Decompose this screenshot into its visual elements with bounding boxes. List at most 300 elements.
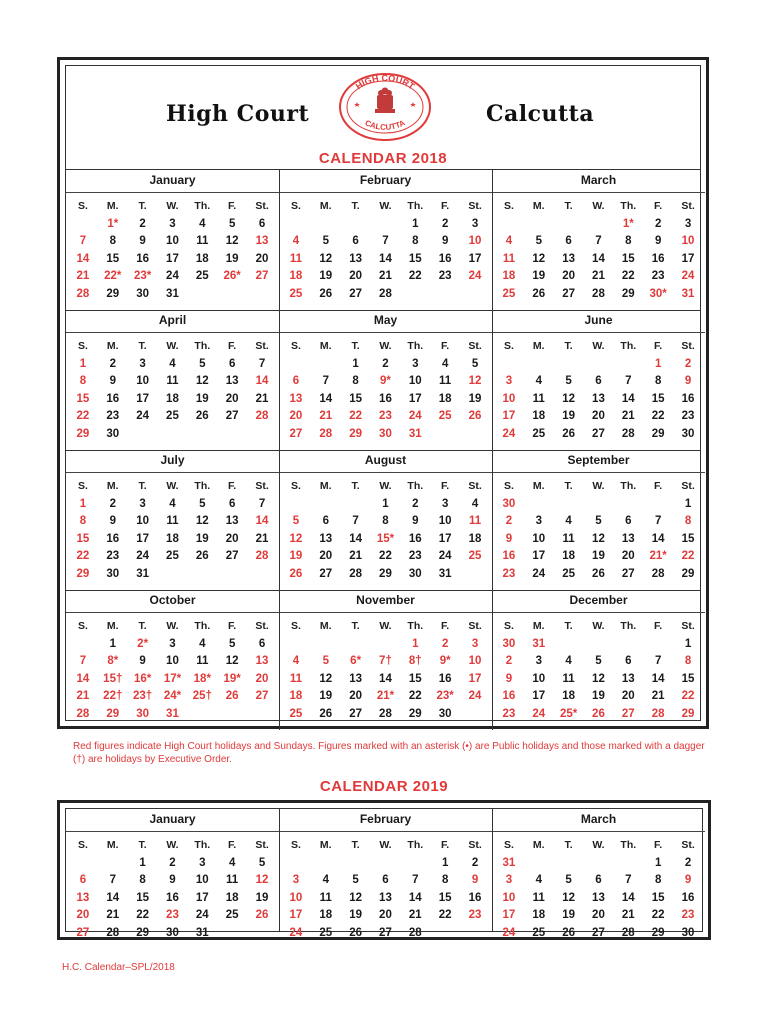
- weekday-header: M.: [532, 839, 545, 851]
- day-cell: 16: [106, 392, 120, 405]
- day-cell: 28: [651, 567, 665, 580]
- month-days-table: [68, 337, 277, 443]
- day-cell: 23*: [436, 690, 454, 703]
- day-cell: 24*: [163, 690, 182, 703]
- day-cell: 23: [468, 909, 482, 922]
- day-cell: 28: [379, 707, 392, 720]
- day-cell: [460, 565, 490, 583]
- day-cell: 5: [595, 655, 602, 668]
- day-cell: 6: [352, 235, 359, 248]
- month-december: [492, 590, 705, 730]
- day-cell: 22: [76, 550, 90, 563]
- day-cell: 5: [228, 637, 236, 650]
- week-row: [281, 390, 490, 408]
- day-cell: 18: [562, 550, 575, 563]
- day-cell: 25: [319, 926, 333, 939]
- day-cell: 1: [412, 217, 419, 230]
- day-cell: [217, 705, 247, 723]
- day-cell: 2: [139, 217, 146, 230]
- day-cell: 5: [228, 217, 236, 230]
- day-cell: 23†: [133, 690, 153, 703]
- day-cell: [584, 355, 614, 373]
- day-cell: [311, 635, 341, 653]
- week-row: [281, 233, 490, 251]
- day-cell: 13: [592, 891, 605, 904]
- day-cell: 31: [166, 287, 179, 300]
- day-cell: 18: [289, 270, 303, 283]
- calendar-2018-grid: [66, 169, 700, 720]
- day-cell: 19: [349, 909, 362, 922]
- day-cell: [584, 635, 614, 653]
- day-cell: [494, 215, 524, 233]
- day-cell: 14: [76, 672, 90, 685]
- day-cell: [371, 635, 401, 653]
- month-name: October: [149, 593, 196, 607]
- day-cell: 12: [532, 252, 546, 265]
- day-cell: [554, 854, 584, 872]
- day-cell: [281, 495, 311, 513]
- weekday-header: T.: [351, 480, 360, 492]
- day-cell: 17: [136, 532, 149, 545]
- day-cell: 15: [136, 891, 149, 904]
- weekday-header: T.: [351, 340, 360, 352]
- day-cell: 16: [438, 672, 452, 685]
- day-cell: 22: [408, 690, 422, 703]
- day-cell: 1*: [622, 217, 634, 230]
- day-cell: [554, 495, 584, 513]
- day-cell: 20: [349, 690, 362, 703]
- day-cell: 25*: [559, 707, 578, 720]
- week-row: [68, 653, 277, 671]
- day-cell: 4: [322, 874, 329, 887]
- day-cell: [281, 635, 311, 653]
- weekday-header: St.: [681, 620, 695, 632]
- day-cell: 14: [379, 672, 392, 685]
- week-row: [281, 548, 490, 566]
- day-cell: [128, 425, 158, 443]
- day-cell: [400, 854, 430, 872]
- day-cell: 11: [562, 532, 575, 545]
- week-row: [68, 373, 277, 391]
- day-cell: 14: [319, 392, 333, 405]
- day-cell: 22: [136, 909, 149, 922]
- day-cell: 1: [352, 357, 359, 370]
- day-cell: [281, 215, 311, 233]
- day-cell: 28: [255, 410, 269, 423]
- day-cell: 13: [225, 515, 239, 528]
- court-name-right: Calcutta: [486, 101, 595, 127]
- weekday-header: T.: [564, 340, 573, 352]
- day-cell: 2: [684, 357, 692, 370]
- day-cell: 6: [595, 874, 602, 887]
- day-cell: 3: [412, 357, 419, 370]
- month-days-table: [281, 617, 490, 723]
- day-cell: 3: [139, 357, 146, 370]
- day-cell: 18: [502, 270, 516, 283]
- day-cell: 21*: [649, 550, 667, 563]
- day-cell: 3: [292, 874, 300, 887]
- day-cell: 26: [592, 707, 605, 720]
- day-cell: 15: [408, 672, 422, 685]
- week-row: [494, 635, 703, 653]
- day-cell: 7†: [379, 655, 392, 668]
- day-cell: 1: [109, 637, 116, 650]
- week-row: [68, 285, 277, 303]
- weekday-header: W.: [592, 620, 605, 632]
- day-cell: 2*: [137, 637, 149, 650]
- day-cell: 1: [441, 856, 449, 869]
- day-cell: 11: [196, 655, 209, 668]
- weekday-header: S.: [503, 340, 514, 352]
- day-cell: [311, 355, 341, 373]
- day-cell: [643, 635, 673, 653]
- day-cell: 15: [681, 672, 695, 685]
- weekday-header: T.: [564, 480, 573, 492]
- day-cell: 2: [505, 515, 513, 528]
- month-name: January: [149, 173, 196, 187]
- day-cell: 21*: [376, 690, 395, 703]
- day-cell: 18: [532, 410, 546, 423]
- month-divider: [492, 192, 705, 193]
- day-cell: 17: [438, 532, 452, 545]
- day-cell: 16: [106, 532, 120, 545]
- day-cell: 17*: [163, 672, 182, 685]
- day-cell: 12: [592, 532, 605, 545]
- day-cell: 29: [76, 427, 90, 440]
- day-cell: 3: [471, 217, 479, 230]
- day-cell: 4: [471, 497, 479, 510]
- month-march: [492, 170, 705, 310]
- day-cell: 25: [289, 287, 303, 300]
- day-cell: [460, 425, 490, 443]
- day-cell: 13: [289, 392, 303, 405]
- day-cell: 21: [76, 690, 90, 703]
- day-cell: 23: [106, 410, 120, 423]
- weekday-header: T.: [564, 839, 573, 851]
- weekday-header: W.: [592, 340, 605, 352]
- day-cell: 22: [379, 550, 392, 563]
- day-cell: 9: [441, 235, 449, 248]
- month-divider: [279, 192, 492, 193]
- day-cell: 8: [109, 235, 116, 248]
- week-row: [68, 355, 277, 373]
- day-cell: 11: [226, 874, 239, 887]
- day-cell: 25: [166, 550, 179, 563]
- row-divider: [66, 310, 700, 311]
- day-cell: 12: [289, 532, 303, 545]
- day-cell: [247, 565, 277, 583]
- weekday-header: Th.: [620, 839, 637, 851]
- day-cell: 27: [621, 707, 635, 720]
- day-cell: 28: [592, 287, 605, 300]
- day-cell: 3: [684, 217, 692, 230]
- day-cell: [187, 565, 217, 583]
- weekday-header: T.: [138, 620, 147, 632]
- day-cell: 22: [681, 690, 695, 703]
- day-cell: 19: [468, 392, 482, 405]
- day-cell: 10: [166, 235, 179, 248]
- calendar-2019-frame: [57, 800, 711, 940]
- day-cell: 9: [654, 235, 662, 248]
- day-cell: 19: [319, 270, 333, 283]
- day-cell: 26: [255, 909, 269, 922]
- day-cell: 30: [681, 427, 695, 440]
- week-row: [494, 653, 703, 671]
- weekday-header: Th.: [194, 480, 211, 492]
- day-cell: 10: [195, 874, 209, 887]
- day-cell: 7: [625, 375, 632, 388]
- day-cell: 18: [319, 909, 333, 922]
- weekday-header: F.: [441, 480, 450, 492]
- day-cell: 8: [412, 235, 419, 248]
- week-row: [494, 854, 703, 872]
- day-cell: 25: [502, 287, 516, 300]
- month-june: [492, 310, 705, 450]
- day-cell: 2: [471, 856, 479, 869]
- day-cell: 15*: [376, 532, 395, 545]
- week-row: [281, 889, 490, 907]
- day-cell: [494, 355, 524, 373]
- day-cell: 11: [289, 672, 302, 685]
- day-cell: 17: [681, 252, 695, 265]
- day-cell: [217, 285, 247, 303]
- day-cell: 9: [139, 235, 146, 248]
- day-cell: 21: [255, 392, 269, 405]
- day-cell: [430, 425, 460, 443]
- day-cell: 28: [76, 707, 90, 720]
- column-divider: [492, 809, 493, 931]
- weekday-header: M.: [532, 340, 545, 352]
- weekday-header: F.: [654, 340, 663, 352]
- week-row: [494, 250, 703, 268]
- week-row: [68, 548, 277, 566]
- day-cell: 18: [438, 392, 452, 405]
- day-cell: 18: [532, 909, 546, 922]
- day-cell: 12: [195, 375, 209, 388]
- day-cell: 20: [289, 410, 303, 423]
- month-name: August: [364, 453, 407, 467]
- day-cell: [524, 495, 554, 513]
- day-cell: 16*: [133, 672, 152, 685]
- day-cell: 23: [681, 909, 695, 922]
- month-divider: [279, 472, 492, 473]
- day-cell: 3: [139, 497, 146, 510]
- month-divider: [66, 612, 279, 613]
- day-cell: 4: [565, 655, 572, 668]
- day-cell: 14: [349, 532, 362, 545]
- day-cell: 6: [322, 515, 329, 528]
- day-cell: 16: [502, 690, 516, 703]
- day-cell: 4: [292, 235, 300, 248]
- day-cell: 15: [651, 392, 665, 405]
- day-cell: [217, 425, 247, 443]
- day-cell: 9: [505, 532, 513, 545]
- day-cell: 22: [438, 909, 452, 922]
- month-divider: [279, 831, 492, 832]
- day-cell: 21: [349, 550, 362, 563]
- day-cell: 8: [654, 874, 662, 887]
- day-cell: 25: [562, 567, 575, 580]
- day-cell: 28: [379, 287, 392, 300]
- day-cell: 23: [681, 410, 695, 423]
- day-cell: 14: [76, 252, 90, 265]
- week-row: [68, 854, 277, 872]
- month-may: [279, 310, 492, 450]
- day-cell: 5: [322, 655, 329, 668]
- month-days-table: [281, 197, 490, 303]
- day-cell: 24: [166, 270, 179, 283]
- day-cell: 6: [625, 655, 632, 668]
- day-cell: 5: [199, 497, 206, 510]
- day-cell: 31: [408, 427, 422, 440]
- day-cell: 13: [255, 655, 269, 668]
- week-row: [281, 705, 490, 723]
- svg-text:CALCUTTA: [363, 118, 406, 132]
- day-cell: 4: [169, 497, 176, 510]
- day-cell: 30: [136, 287, 149, 300]
- day-cell: [98, 854, 128, 872]
- weekday-header: Th.: [620, 200, 637, 212]
- day-cell: 1: [684, 497, 692, 510]
- day-cell: 23: [379, 410, 392, 423]
- day-cell: 11: [532, 891, 545, 904]
- day-cell: 8: [79, 375, 87, 388]
- day-cell: 10: [681, 235, 695, 248]
- day-cell: 27: [289, 427, 303, 440]
- month-name: July: [160, 453, 185, 467]
- day-cell: 13: [349, 672, 362, 685]
- weekday-header: S.: [503, 839, 514, 851]
- day-cell: [584, 495, 614, 513]
- day-cell: 14: [106, 891, 120, 904]
- weekday-header: W.: [166, 480, 179, 492]
- month-name: December: [569, 593, 628, 607]
- day-cell: 20: [255, 252, 269, 265]
- day-cell: 13: [319, 532, 333, 545]
- day-cell: 13: [621, 532, 635, 545]
- weekday-header: St.: [681, 200, 695, 212]
- week-row: [68, 924, 277, 942]
- day-cell: [371, 215, 401, 233]
- weekday-header: St.: [681, 480, 695, 492]
- month-days-table: [68, 197, 277, 303]
- day-cell: 13: [621, 672, 635, 685]
- day-cell: 22: [76, 410, 90, 423]
- day-cell: 27: [379, 926, 392, 939]
- day-cell: 19: [592, 550, 605, 563]
- day-cell: [430, 285, 460, 303]
- day-cell: 14: [651, 532, 665, 545]
- weekday-header: T.: [138, 340, 147, 352]
- day-cell: 5: [565, 874, 572, 887]
- weekday-header: F.: [654, 480, 663, 492]
- seal-top-text: HIGH COURT: [353, 72, 417, 92]
- day-cell: 27: [76, 926, 90, 939]
- day-cell: 13: [255, 235, 269, 248]
- day-cell: 27: [592, 926, 605, 939]
- day-cell: [187, 285, 217, 303]
- day-cell: 1: [79, 497, 87, 510]
- row-divider: [66, 450, 700, 451]
- day-cell: 16: [408, 532, 422, 545]
- day-cell: 27: [225, 550, 239, 563]
- weekday-header: T.: [564, 620, 573, 632]
- day-cell: 24: [195, 909, 209, 922]
- week-row: [281, 924, 490, 942]
- day-cell: 26: [592, 567, 605, 580]
- day-cell: 16: [681, 891, 695, 904]
- day-cell: [68, 854, 98, 872]
- day-cell: [281, 854, 311, 872]
- week-row: [494, 530, 703, 548]
- day-cell: 19*: [223, 672, 241, 685]
- day-cell: 14: [255, 375, 269, 388]
- day-cell: 6: [258, 217, 266, 230]
- week-row: [68, 705, 277, 723]
- day-cell: 24: [502, 427, 516, 440]
- day-cell: 11: [166, 375, 179, 388]
- day-cell: 5: [322, 235, 329, 248]
- day-cell: [460, 285, 490, 303]
- weekday-header: M.: [532, 620, 545, 632]
- day-cell: 27: [255, 690, 269, 703]
- day-cell: 1*: [107, 217, 119, 230]
- weekday-header: Th.: [407, 340, 424, 352]
- day-cell: 19: [289, 550, 303, 563]
- day-cell: [187, 425, 217, 443]
- weekday-header: F.: [441, 620, 450, 632]
- day-cell: 29: [621, 287, 635, 300]
- day-cell: 10: [438, 515, 452, 528]
- day-cell: 7: [79, 235, 87, 248]
- day-cell: 9: [412, 515, 419, 528]
- day-cell: 30: [106, 427, 120, 440]
- week-row: [68, 215, 277, 233]
- day-cell: 2: [109, 357, 116, 370]
- day-cell: 6: [228, 357, 236, 370]
- month-august: [279, 450, 492, 590]
- day-cell: 16: [468, 891, 482, 904]
- day-cell: 6: [79, 874, 87, 887]
- weekday-header: F.: [654, 200, 663, 212]
- week-row: [68, 408, 277, 426]
- day-cell: 16: [379, 392, 392, 405]
- day-cell: 20: [621, 550, 635, 563]
- day-cell: 29: [136, 926, 149, 939]
- day-cell: 6: [625, 515, 632, 528]
- day-cell: 24: [532, 707, 546, 720]
- weekday-header: M.: [106, 620, 119, 632]
- day-cell: 23: [502, 707, 516, 720]
- day-cell: 31: [502, 856, 516, 869]
- day-cell: 18: [166, 532, 179, 545]
- month-days-table: [494, 337, 703, 443]
- day-cell: 22: [681, 550, 695, 563]
- day-cell: 18: [166, 392, 179, 405]
- day-cell: [524, 355, 554, 373]
- weekday-header: Th.: [620, 340, 637, 352]
- day-cell: 15: [681, 532, 695, 545]
- day-cell: 2: [441, 217, 449, 230]
- weekday-header: S.: [290, 480, 301, 492]
- day-cell: [217, 565, 247, 583]
- day-cell: 12: [195, 515, 209, 528]
- month-days-table: [281, 836, 490, 942]
- month-divider: [279, 332, 492, 333]
- day-cell: 31: [681, 287, 695, 300]
- week-row: [281, 907, 490, 925]
- weekday-header: M.: [106, 340, 119, 352]
